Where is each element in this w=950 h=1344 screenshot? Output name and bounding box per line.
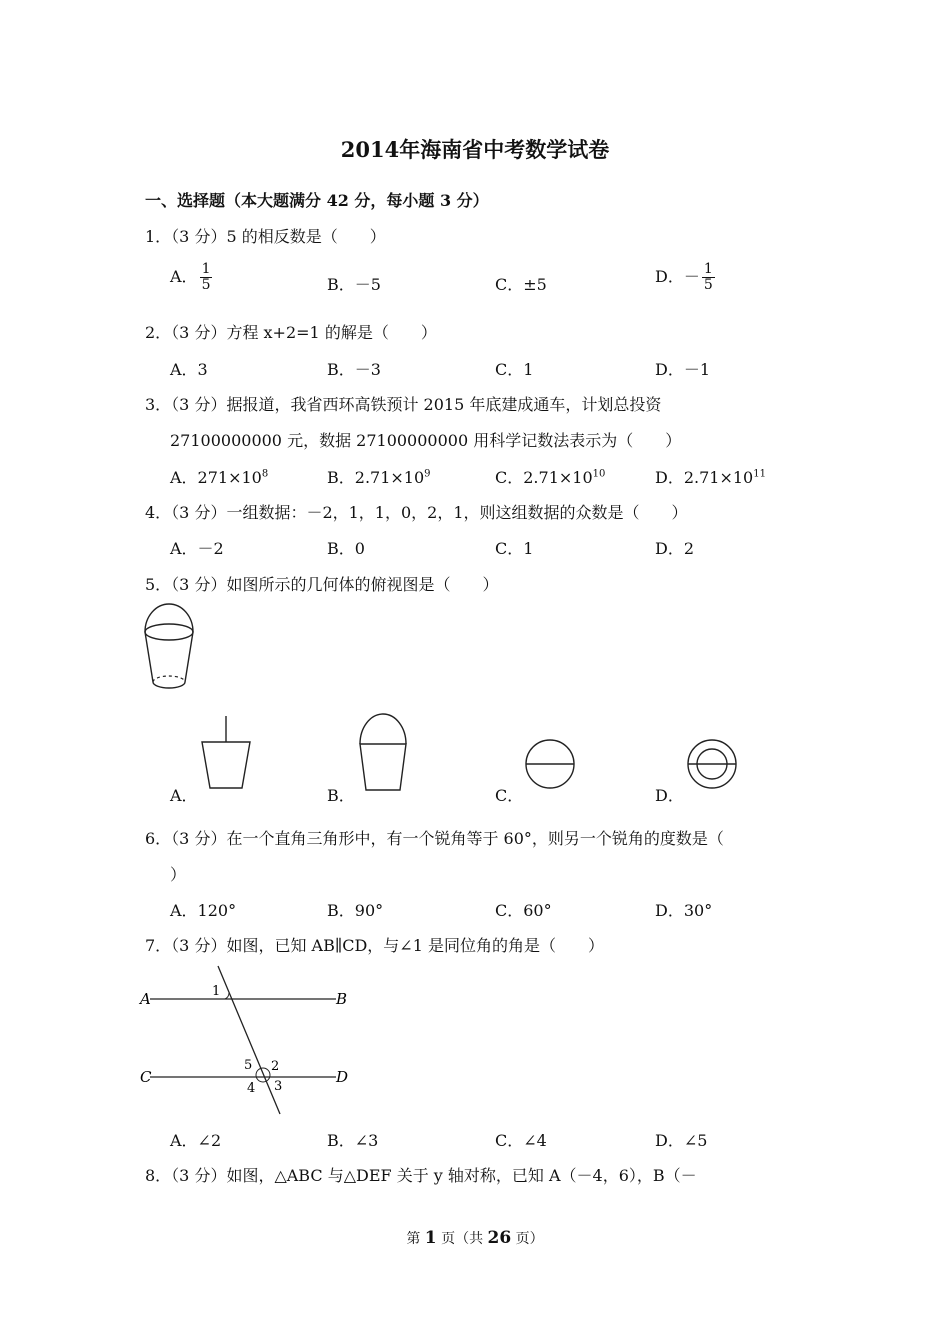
q2-option-d: D．－1 (655, 360, 711, 379)
q1-d-denominator: 5 (703, 277, 713, 293)
question-6-stem-line1: 6．（3 分）在一个直角三角形中，有一个锐角等于 60°，则另一个锐角的度数是（ (145, 829, 724, 848)
q2-option-b: B．－3 (327, 360, 381, 379)
q3-d-exponent: 11 (753, 468, 766, 480)
q6-option-d: D．30° (655, 901, 713, 920)
q2-option-c: C．1 (495, 360, 534, 379)
q4-option-c: C．1 (495, 539, 534, 558)
question-4-stem: 4．（3 分）一组数据：－2，1，1，0，2，1，则这组数据的众数是（ ） (145, 503, 688, 522)
q6-option-b: B．90° (327, 901, 384, 920)
q3-c-exponent: 10 (592, 468, 606, 480)
q5-option-c-figure (524, 738, 576, 790)
footer-middle: 页（共 (436, 1231, 488, 1247)
q1-option-a-fraction (200, 262, 213, 293)
question-3-stem-line1: 3．（3 分）据报道，我省西环高铁预计 2015 年底建成通车，计划总投资 (145, 395, 662, 414)
q5-option-b: B． (327, 786, 355, 805)
q1-option-d-label: D．－ (655, 267, 700, 286)
q7-angle-5: 5 (244, 1058, 253, 1073)
q5-option-a-figure (198, 716, 254, 790)
q7-angle-2: 2 (271, 1059, 280, 1074)
q5-bucket-figure (140, 602, 200, 692)
q5-option-a: A． (170, 786, 198, 805)
q5-option-b-figure (356, 714, 410, 792)
q7-parallel-lines-figure (138, 964, 353, 1116)
page-title: 2014年海南省中考数学试卷 (340, 137, 610, 162)
q5-option-d-figure (686, 738, 738, 790)
q1-option-c: C．±5 (495, 275, 547, 294)
q7-angle-4: 4 (247, 1081, 256, 1096)
question-8-stem: 8．（3 分）如图，△ABC 与△DEF 关于 y 轴对称，已知 A（－4，6），B（－ (145, 1166, 697, 1185)
footer-suffix: 页） (511, 1231, 544, 1247)
q7-option-a: A．∠2 (170, 1131, 222, 1150)
q3-b-exponent: 9 (424, 468, 431, 480)
q1-option-d-fraction (702, 262, 715, 293)
q7-label-d: D (336, 1068, 349, 1086)
q4-option-a: A．－2 (170, 539, 224, 558)
q6-option-a: A．120° (170, 901, 237, 920)
q5-option-c: C． (495, 786, 524, 805)
page-footer (0, 1228, 950, 1248)
q7-label-b: B (336, 990, 348, 1008)
q3-a-base: A．271×10 (170, 468, 262, 487)
question-5-stem: 5．（3 分）如图所示的几何体的俯视图是（ ） (145, 575, 499, 594)
q3-b-base: B．2.71×10 (327, 468, 425, 487)
footer-prefix: 第 (406, 1231, 425, 1247)
q3-d-base: D．2.71×10 (655, 468, 754, 487)
q4-option-b: B．0 (327, 539, 365, 558)
q1-a-denominator: 5 (201, 277, 211, 293)
q7-angle-3: 3 (274, 1079, 283, 1094)
q7-option-d: D．∠5 (655, 1131, 708, 1150)
question-7-stem: 7．（3 分）如图，已知 AB∥CD，与∠1 是同位角的角是（ ） (145, 936, 604, 955)
q7-label-a: A (140, 990, 151, 1008)
q1-option-b: B．－5 (327, 275, 381, 294)
q1-option-d (655, 262, 715, 293)
footer-page-number: 1 (424, 1228, 437, 1248)
q3-option-c (495, 465, 605, 488)
q2-option-a: A．3 (170, 360, 208, 379)
q1-option-a (170, 262, 212, 293)
q7-option-b: B．∠3 (327, 1131, 379, 1150)
q4-option-d: D．2 (655, 539, 695, 558)
question-6-stem-line2: ） (170, 865, 187, 884)
question-2-stem: 2．（3 分）方程 x+2=1 的解是（ ） (145, 323, 437, 342)
q3-option-b (327, 465, 431, 488)
q7-label-c: C (140, 1068, 152, 1086)
q7-angle-1: 1 (212, 984, 221, 999)
q3-a-exponent: 8 (261, 468, 269, 480)
q1-a-numerator: 1 (201, 261, 211, 277)
footer-total-pages: 26 (487, 1228, 512, 1248)
section-heading: 一、选择题（本大题满分 42 分，每小题 3 分） (145, 191, 489, 210)
q3-option-a (170, 465, 268, 488)
q3-c-base: C．2.71×10 (495, 468, 593, 487)
question-3-stem-line2: 27100000000 元，数据 27100000000 用科学记数法表示为（ ） (170, 431, 682, 450)
q5-option-d: D． (655, 786, 684, 805)
q1-d-numerator: 1 (703, 261, 713, 277)
q1-option-a-label: A． (170, 267, 198, 286)
q3-option-d (655, 465, 766, 488)
q7-option-c: C．∠4 (495, 1131, 547, 1150)
q6-option-c: C．60° (495, 901, 552, 920)
question-1-stem: 1．（3 分）5 的相反数是（ ） (145, 227, 386, 246)
